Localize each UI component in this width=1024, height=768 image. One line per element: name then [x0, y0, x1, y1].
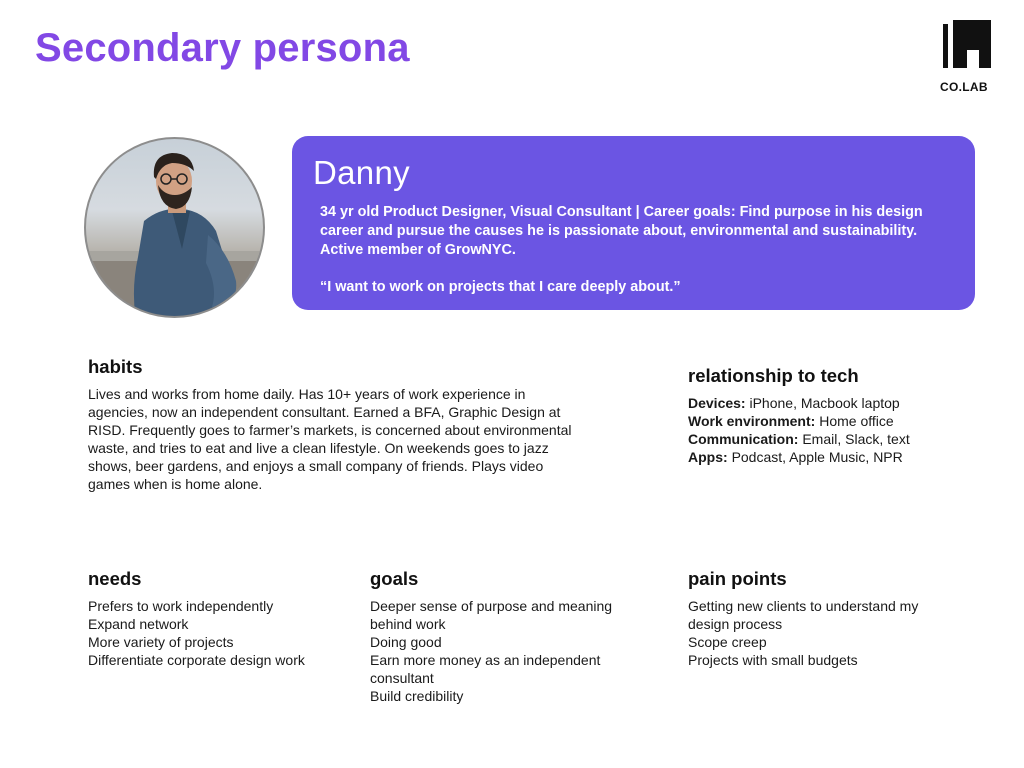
- list-item: Build credibility: [370, 688, 464, 704]
- goals-section: [370, 568, 630, 705]
- list-item: Deeper sense of purpose and meaning behind work: [370, 598, 613, 632]
- habits-section: [88, 356, 588, 493]
- habits-title: habits: [88, 356, 143, 377]
- tech-value: Home office: [819, 413, 894, 429]
- habits-text: Lives and works from home daily. Has 10+ years of work experience in agencies, now an independent consultant. Earned a BFA, Graphic Design at RISD. Frequently goes to farmer’s markets, is concerned about environmental waste, and tries to eat and live a clean lifestyle. On weekends goes to jazz shows, beer gardens, and enjoys a small company of friends. Plays video games when is home alone.: [88, 386, 572, 492]
- colab-logo-icon: [943, 20, 991, 68]
- tech-row-work-environment: [688, 412, 988, 430]
- needs-title: needs: [88, 568, 142, 589]
- list-item: Doing good: [370, 634, 442, 650]
- tech-row-apps: [688, 448, 988, 466]
- list-item: Projects with small budgets: [688, 652, 858, 668]
- persona-photo: [84, 137, 265, 318]
- logo-text: CO.LAB: [940, 80, 988, 94]
- tech-row-communication: [688, 430, 988, 448]
- persona-description: 34 yr old Product Designer, Visual Consultant | Career goals: Find purpose in his design career and pursue the causes he is passionate about, environmental and sustainability. Active member of GrowNYC.: [320, 204, 923, 258]
- list-item: Prefers to work independently: [88, 598, 274, 614]
- persona-quote: “I want to work on projects that I care deeply about.”: [320, 279, 681, 295]
- tech-label: Communication:: [688, 431, 799, 447]
- list-item: Expand network: [88, 616, 189, 632]
- pain-points-section: [688, 568, 948, 669]
- tech-label: Devices:: [688, 395, 746, 411]
- tech-title: relationship to tech: [688, 365, 859, 386]
- list-item: Getting new clients to understand my design process: [688, 598, 919, 632]
- page-title: Secondary persona: [35, 26, 410, 70]
- tech-row-devices: [688, 394, 988, 412]
- list-item: More variety of projects: [88, 634, 234, 650]
- colab-logo: [940, 20, 996, 94]
- pain-points-title: pain points: [688, 568, 787, 589]
- persona-card: [292, 136, 975, 310]
- needs-section: [88, 568, 338, 669]
- persona-name: Danny: [313, 154, 410, 191]
- tech-label: Work environment:: [688, 413, 816, 429]
- tech-value: Podcast, Apple Music, NPR: [731, 449, 903, 465]
- list-item: Differentiate corporate design work: [88, 652, 305, 668]
- tech-value: iPhone, Macbook laptop: [749, 395, 900, 411]
- goals-title: goals: [370, 568, 419, 589]
- tech-label: Apps:: [688, 449, 728, 465]
- tech-value: Email, Slack, text: [802, 431, 910, 447]
- tech-section: [688, 365, 988, 466]
- list-item: Scope creep: [688, 634, 767, 650]
- list-item: Earn more money as an independent consultant: [370, 652, 601, 686]
